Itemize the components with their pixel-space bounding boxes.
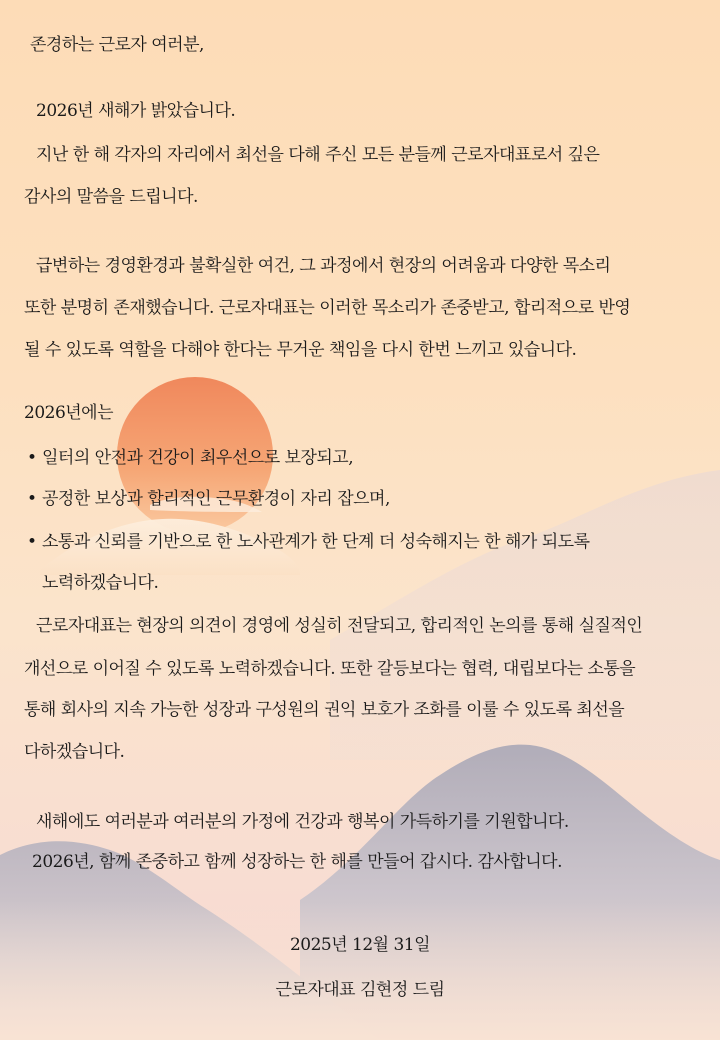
wish-item-1: 일터의 안전과 건강이 최우선으로 보장되고, — [42, 448, 354, 468]
wishes-intro: 2026년에는 — [24, 403, 114, 423]
wish-item-2: 공정한 보상과 합리적인 근무환경이 자리 잡으며, — [42, 489, 390, 509]
paragraph-2-line-3: 될 수 있도록 역할을 다해야 한다는 무거운 책임을 다시 한번 느끼고 있습니다. — [24, 340, 577, 360]
paragraph-1-line-1: 2026년 새해가 밝았습니다. — [36, 101, 236, 121]
bullet-icon: • — [27, 448, 38, 468]
paragraph-3-line-1: 근로자대표는 현장의 의견이 경영에 성실히 전달되고, 합리적인 논의를 통해 실질적인 — [36, 616, 643, 636]
paragraph-3-line-3: 통해 회사의 지속 가능한 성장과 구성원의 권익 보호가 조화를 이룰 수 있도록 최선을 — [24, 700, 625, 720]
greeting: 존경하는 근로자 여러분, — [30, 35, 204, 55]
paragraph-2-line-2: 또한 분명히 존재했습니다. 근로자대표는 이러한 목소리가 존중받고, 합리적으로 반영 — [24, 298, 631, 318]
signature: 근로자대표 김현정 드림 — [275, 980, 445, 1000]
paragraph-1-line-2: 지난 한 해 각자의 자리에서 최선을 다해 주신 모든 분들께 근로자대표로서 깊은 — [36, 145, 600, 165]
letter-date: 2025년 12월 31일 — [289, 935, 431, 955]
bullet-icon: • — [27, 489, 38, 509]
paragraph-1-line-3: 감사의 말씀을 드립니다. — [24, 187, 198, 207]
wish-item-3: 소통과 신뢰를 기반으로 한 노사관계가 한 단계 더 성숙해지는 한 해가 되도록 — [42, 532, 590, 552]
bullet-icon: • — [27, 532, 38, 552]
paragraph-4-line-2: 2026년, 함께 존중하고 함께 성장하는 한 해를 만들어 갑시다. 감사합니다. — [32, 852, 563, 872]
paragraph-4-line-1: 새해에도 여러분과 여러분의 가정에 건강과 행복이 가득하기를 기원합니다. — [36, 812, 569, 832]
paragraph-3-line-2: 개선으로 이어질 수 있도록 노력하겠습니다. 또한 갈등보다는 협력, 대립보다는 소통을 — [24, 659, 636, 679]
paragraph-3-line-4: 다하겠습니다. — [24, 742, 125, 762]
paragraph-2-line-1: 급변하는 경영환경과 불확실한 여건, 그 과정에서 현장의 어려움과 다양한 목소리 — [36, 256, 611, 276]
wish-item-3-continued: 노력하겠습니다. — [42, 573, 159, 593]
